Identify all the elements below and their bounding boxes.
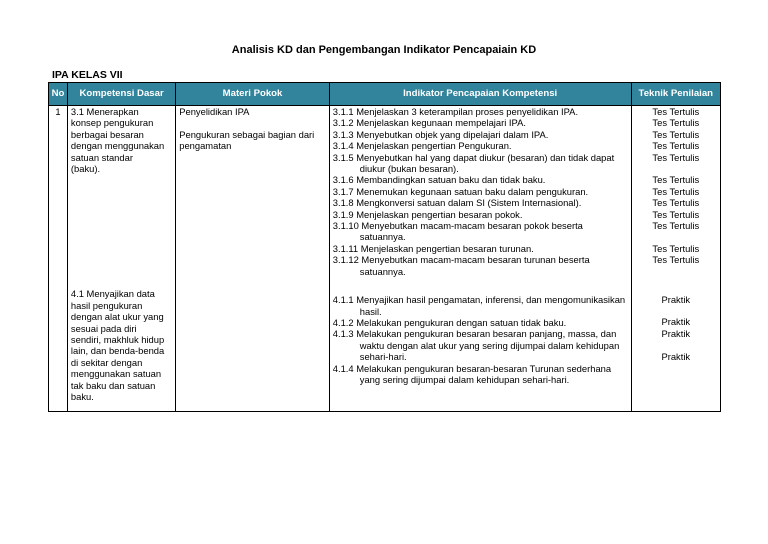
indikator-item: 3.1.12 Menyebutkan macam-macam besaran turunan beserta satuannya.	[332, 254, 590, 277]
table-header-row	[49, 83, 721, 106]
kd-line: satuan standar	[70, 151, 133, 163]
indikator-item: 3.1.9 Menjelaskan pengertian besaran pokok.	[332, 208, 523, 220]
teknik-item: Tes Tertulis	[652, 174, 700, 186]
teknik-item: Praktik	[661, 350, 691, 362]
header-kompetensi-dasar: Kompetensi Dasar	[67, 83, 175, 106]
indikator-item: 3.1.5 Menyebutkan hal yang dapat diukur (besaran) dan tidak dapat diukur (bukan besaran).	[332, 151, 615, 175]
kd-line: (baku).	[70, 163, 101, 175]
teknik-item: Praktik	[661, 327, 691, 339]
indikator-item: 3.1.10 Menyebutkan macam-macam besaran pokok beserta satuannya.	[332, 220, 583, 243]
kd-line: menggunakan satuan	[70, 368, 162, 380]
teknik-item: Tes Tertulis	[652, 254, 700, 266]
teknik-item: Praktik	[661, 293, 691, 305]
indikator-item: 3.1.2 Menjelaskan kegunaan mempelajari IPA.	[332, 117, 526, 129]
indikator-cell	[329, 106, 631, 412]
kd-line: tak baku dan satuan	[70, 379, 156, 391]
materi-penyelidikan: Penyelidikan IPA	[179, 106, 250, 117]
teknik-item: Tes Tertulis	[652, 128, 700, 140]
indikator-item: 4.1.4 Melakukan pengukuran besaran-besaran Turunan sederhana yang sering dijumpai dalam kehidupan sehari-hari.	[332, 362, 612, 385]
kd-line: dengan alat ukur yang	[70, 311, 164, 323]
kd-line: konsep pengukuran	[70, 117, 154, 129]
teknik-item: Tes Tertulis	[652, 185, 700, 197]
kd-4-1	[71, 288, 172, 402]
row-number: 1	[49, 106, 68, 412]
indikator-item: 4.1.1 Menyajikan hasil pengamatan, inferensi, dan mengomunikasikan hasil.	[332, 294, 626, 317]
indikator-item: 3.1.8 Mengkonversi satuan dalam SI (Sistem Internasional).	[332, 197, 582, 209]
teknik-item: Tes Tertulis	[652, 220, 700, 232]
indikator-item: 3.1.6 Membandingkan satuan baku dan tidak baku.	[332, 174, 546, 186]
kd-line: hasil pengukuran	[70, 299, 143, 311]
section-label: IPA KELAS VII	[52, 69, 123, 81]
kd-analysis-table	[48, 82, 721, 412]
teknik-item: Tes Tertulis	[652, 151, 700, 163]
kd-line: lain, dan benda-benda	[70, 345, 165, 357]
kd-line: sesuai pada diri	[70, 322, 137, 334]
teknik-item: Tes Tertulis	[652, 242, 700, 254]
teknik-penilaian-cell	[631, 106, 720, 412]
materi-pokok-cell	[176, 106, 330, 412]
indikator-item: 3.1.3 Menyebutkan objek yang dipelajari dalam IPA.	[332, 128, 549, 140]
materi-pengukuran	[179, 129, 326, 152]
mp-line: pengamatan	[179, 140, 232, 152]
teknik-item: Tes Tertulis	[652, 197, 700, 209]
kd-line: sendiri, makhluk hidup	[70, 334, 165, 346]
header-no: No	[49, 83, 68, 106]
kompetensi-dasar-cell	[67, 106, 175, 412]
teknik-item: Tes Tertulis	[652, 106, 700, 117]
teknik-item: Praktik	[661, 316, 691, 328]
teknik-item: Tes Tertulis	[652, 208, 700, 220]
kd-line: baku.	[70, 391, 94, 403]
document-title: Analisis KD dan Pengembangan Indikator Pencapaiain KD	[231, 44, 537, 56]
kd-line: berbagai besaran	[70, 128, 144, 140]
kd-line: di sekitar dengan	[70, 356, 143, 368]
kd-line: dengan menggunakan	[70, 140, 165, 152]
indikator-item: 3.1.1 Menjelaskan 3 keterampilan proses penyelidikan IPA.	[332, 106, 579, 117]
indikator-item: 4.1.2 Melakukan pengukuran dengan satuan tidak baku.	[332, 316, 567, 328]
teknik-item: Tes Tertulis	[652, 117, 700, 129]
indikator-item: 4.1.3 Melakukan pengukuran besaran besaran panjang, massa, dan waktu dengan alat ukur yang sering dijumpai dalam kehidupan sehari-hari.	[332, 328, 620, 363]
kd-line: 3.1 Menerapkan	[70, 106, 139, 117]
kd-line: 4.1 Menyajikan data	[70, 288, 155, 300]
indikator-item: 3.1.7 Menemukan kegunaan satuan baku dalam pengukuran.	[332, 185, 589, 197]
kd-3-1	[71, 106, 172, 174]
mp-line: Pengukuran sebagai bagian dari	[179, 128, 315, 140]
indikator-item: 3.1.4 Menjelaskan pengertian Pengukuran.	[332, 140, 512, 152]
teknik-item: Tes Tertulis	[652, 140, 700, 152]
indikator-item: 3.1.11 Menjelaskan pengertian besaran turunan.	[332, 242, 534, 254]
header-teknik-penilaian: Teknik Penilaian	[631, 83, 720, 106]
table-row	[49, 106, 721, 412]
header-materi-pokok: Materi Pokok	[176, 83, 330, 106]
header-indikator: Indikator Pencapaian Kompetensi	[329, 83, 631, 106]
